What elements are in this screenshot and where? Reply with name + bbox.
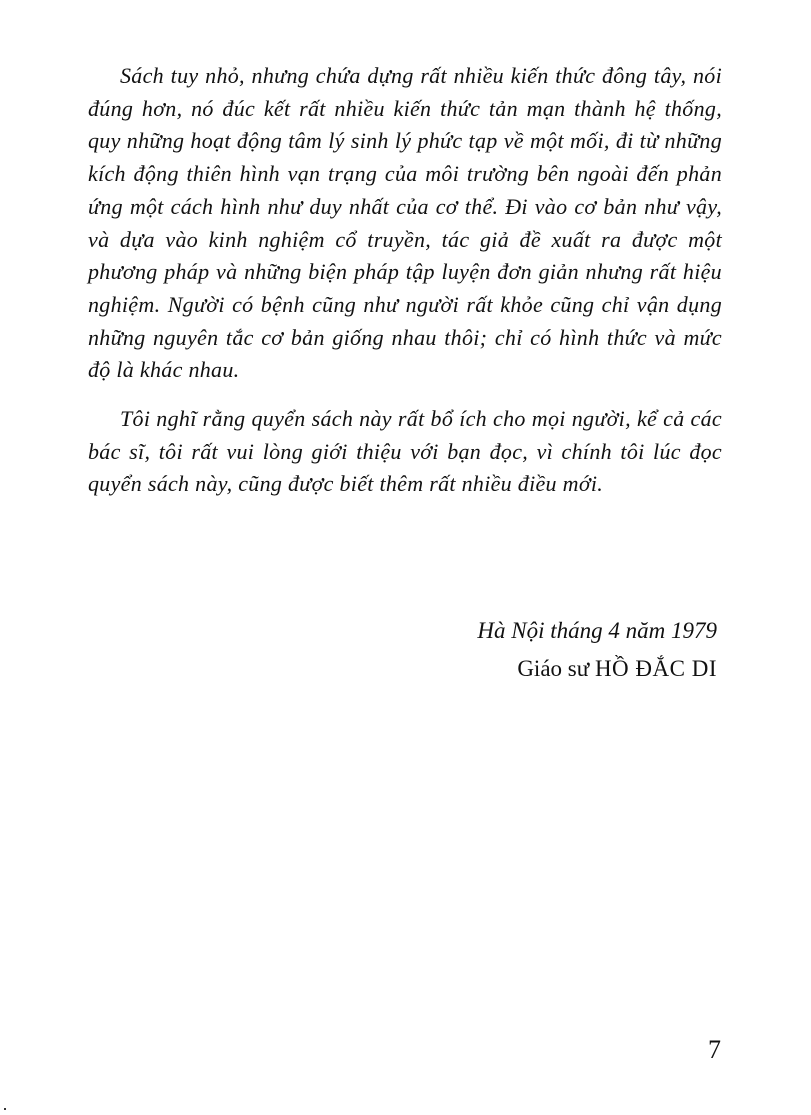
author-name: HỒ ĐẮC DI	[594, 656, 717, 681]
author-title: Giáo sư	[517, 656, 590, 681]
paragraph-1: Sách tuy nhỏ, nhưng chứa dựng rất nhiều kiến thức đông tây, nói đúng hơn, nó đúc kết rất nhiều kiến thức tản mạn thành hệ thống, quy những hoạt động tâm lý sinh lý phức tạp về một mối, đi từ những kích động thiên hình vạn trạng của môi trường bên ngoài đến phản ứng một cách hình như duy nhất của cơ thể. Đi vào cơ bản như vậy, và dựa vào kinh nghiệm cổ truyền, tác giả đề xuất ra được một phương pháp và những biện pháp tập luyện đơn giản nhưng rất hiệu nghiệm. Người có bệnh cũng như người rất khỏe cũng chỉ vận dụng những nguyên tắc cơ bản giống nhau thôi; chỉ có hình thức và mức độ là khác nhau.	[88, 63, 722, 383]
page-number: 7	[708, 1035, 721, 1064]
scan-artifact	[4, 1108, 6, 1110]
signature-author	[477, 650, 717, 688]
signature-date: Hà Nội tháng 4 năm 1979	[477, 618, 717, 643]
paragraph-2: Tôi nghĩ rằng quyển sách này rất bổ ích cho mọi người, kể cả các bác sĩ, tôi rất vui lòng giới thiệu với bạn đọc, vì chính tôi lúc đọc quyển sách này, cũng được biết thêm rất nhiều điều mới.	[88, 406, 722, 497]
body-text	[88, 60, 722, 501]
signature-block	[477, 612, 717, 688]
